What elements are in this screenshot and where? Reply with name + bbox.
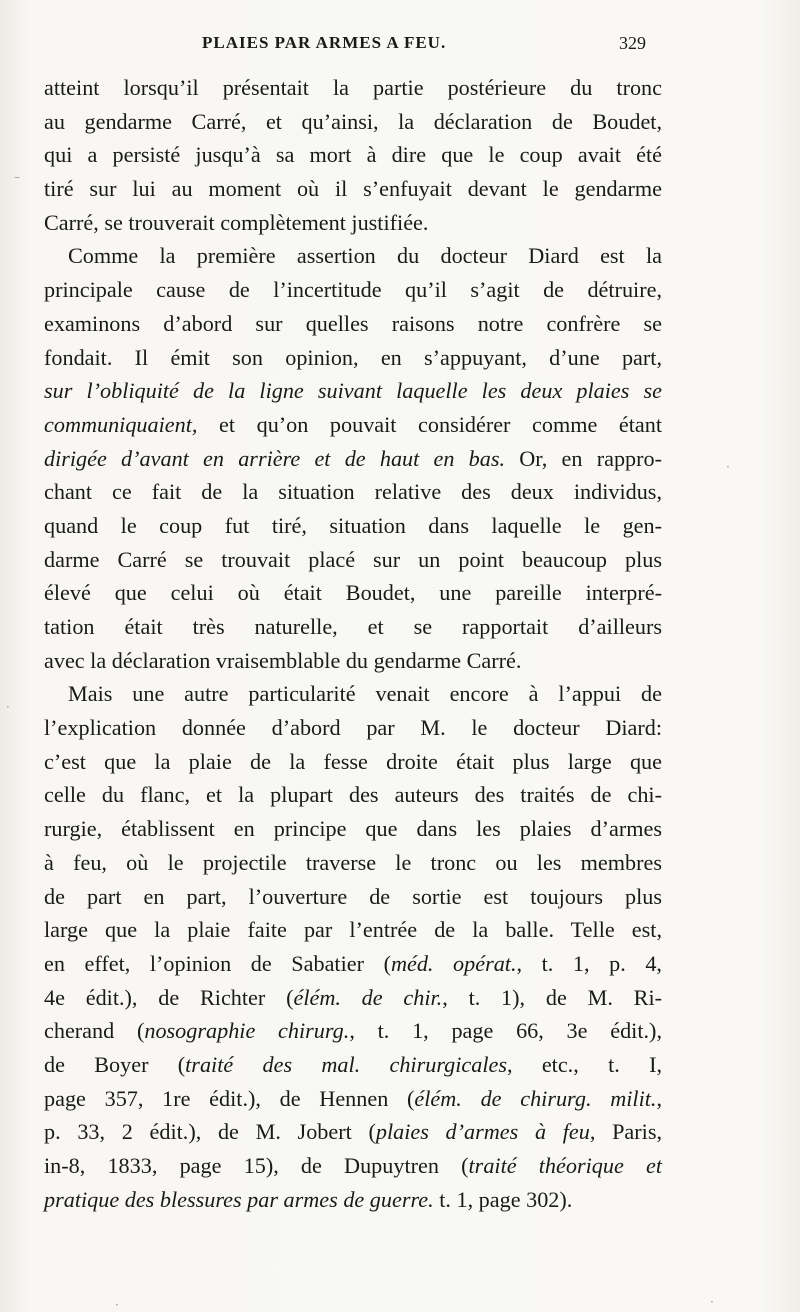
text-line [44, 576, 662, 610]
text-line [44, 1149, 662, 1183]
italic-segment: traité théorique et [468, 1153, 662, 1178]
text-line [44, 341, 662, 375]
text-line [44, 1014, 662, 1048]
margin-speck: – [14, 170, 20, 184]
text-segment: c’est que la plaie de la fesse droite était plus large que [44, 748, 662, 774]
text-line [44, 442, 662, 476]
text-line [44, 1183, 662, 1217]
text-line [44, 206, 662, 240]
text-segment: à feu, où le projectile traverse le tronc ou les membres [44, 849, 662, 875]
text-segment: et qu’on pouvait considérer comme étant [197, 411, 662, 437]
text-line [44, 307, 662, 341]
text-segment: au gendarme Carré, et qu’ainsi, la déclaration de Boudet, [44, 108, 662, 134]
text-segment: , Paris, [589, 1119, 662, 1145]
text-segment: en effet, l’opinion de Sabatier ( [44, 950, 391, 976]
text-line [44, 644, 662, 678]
margin-speck: · [115, 1298, 119, 1312]
text-line [44, 880, 662, 914]
text-line [44, 981, 662, 1015]
text-segment: tiré sur lui au moment où il s’enfuyait devant le gendarme [44, 176, 662, 202]
text-line [44, 677, 662, 711]
text-line [44, 745, 662, 779]
text-line [44, 105, 662, 139]
text-segment: principale cause de l’incertitude qu’il s’agit de détruire, [44, 277, 662, 303]
text-segment: p. 33, 2 édit.), de M. Jobert ( [44, 1119, 376, 1145]
text-segment: quand le coup fut tiré, situation dans laquelle le gen- [44, 512, 662, 538]
margin-speck: · [6, 700, 10, 714]
text-line [44, 610, 662, 644]
text-line [44, 239, 662, 273]
text-line [44, 374, 662, 408]
text-segment: cherand ( [44, 1018, 145, 1044]
italic-segment: communiquaient, [44, 411, 198, 437]
text-line [44, 71, 662, 105]
italic-segment: plaies d’armes à feu [375, 1119, 590, 1145]
text-line [44, 172, 662, 206]
text-line [44, 846, 662, 880]
text-segment: page 357, 1re édit.), de Hennen ( [44, 1085, 415, 1111]
margin-speck: · [710, 1295, 714, 1309]
italic-segment: pratique des blessures par armes de guerre. [44, 1186, 434, 1212]
text-line [44, 1082, 662, 1116]
text-segment: Mais une autre particularité venait encore à l’appui de [68, 681, 662, 707]
text-segment: in-8, 1833, page 15), de Dupuytren ( [44, 1153, 469, 1178]
text-line [44, 947, 662, 981]
text-line [44, 138, 662, 172]
italic-segment: élém. de chirurg. milit. [414, 1085, 657, 1111]
text-line [44, 1115, 662, 1149]
text-segment: , t. 1, page 66, 3e édit.), [349, 1018, 662, 1044]
text-segment: , etc., t. I, [506, 1051, 662, 1077]
italic-segment: dirigée d’avant en arrière et de haut en bas. [44, 445, 506, 471]
page-number: 329 [619, 33, 646, 53]
text-line [44, 509, 662, 543]
body-text [44, 71, 662, 1216]
text-segment: large que la plaie faite par l’entrée de la balle. Telle est, [44, 917, 662, 943]
text-segment: de part en part, l’ouverture de sortie est toujours plus [44, 883, 662, 909]
text-segment: t. 1, page 302). [433, 1186, 573, 1212]
running-title: PLAIES PAR ARMES A FEU. [202, 33, 447, 52]
running-header [0, 33, 800, 59]
italic-segment: élém. de chir. [293, 984, 443, 1010]
italic-segment: traité des mal. chirurgicales [185, 1051, 507, 1077]
text-line [44, 543, 662, 577]
text-segment: rurgie, établissent en principe que dans les plaies d’armes [44, 816, 662, 842]
text-line [44, 812, 662, 846]
text-line [44, 408, 662, 442]
text-segment: fondait. Il émit son opinion, en s’appuyant, d’une part, [44, 344, 662, 370]
text-segment: , [656, 1085, 662, 1111]
text-segment: darme Carré se trouvait placé sur un point beaucoup plus [44, 546, 662, 572]
text-line [44, 1048, 662, 1082]
text-segment: Carré, se trouverait complètement justifiée. [44, 209, 429, 235]
text-segment: Or, en rappro- [505, 445, 663, 471]
text-line [44, 711, 662, 745]
text-segment: 4e édit.), de Richter ( [44, 984, 294, 1010]
text-line [44, 273, 662, 307]
text-segment: de Boyer ( [44, 1051, 186, 1077]
italic-segment: nosographie chirurg. [144, 1018, 350, 1044]
text-segment: avec la déclaration vraisemblable du gendarme Carré. [44, 647, 522, 673]
text-segment: examinons d’abord sur quelles raisons notre confrère se [44, 310, 662, 336]
italic-segment: méd. opérat. [390, 950, 517, 976]
text-segment: celle du flanc, et la plupart des auteurs des traités de chi- [44, 782, 662, 808]
margin-speck: · [726, 460, 730, 474]
text-segment: tation était très naturelle, et se rapportait d’ailleurs [44, 614, 662, 639]
text-segment: , t. 1, p. 4, [516, 950, 662, 976]
text-line [44, 913, 662, 947]
text-segment: Comme la première assertion du docteur Diard est la [68, 243, 662, 269]
text-segment: qui a persisté jusqu’à sa mort à dire que le coup avait été [44, 142, 662, 168]
text-segment: atteint lorsqu’il présentait la partie postérieure du tronc [44, 75, 662, 100]
text-segment: l’explication donnée d’abord par M. le docteur Diard: [44, 715, 662, 741]
text-line [44, 778, 662, 812]
text-segment: élevé que celui où était Boudet, une pareille interpré- [44, 580, 662, 606]
text-segment: , t. 1), de M. Ri- [442, 984, 662, 1010]
text-segment: chant ce fait de la situation relative des deux individus, [44, 479, 662, 505]
italic-segment: sur l’obliquité de la ligne suivant laquelle les deux plaies se [44, 378, 662, 404]
text-line [44, 475, 662, 509]
